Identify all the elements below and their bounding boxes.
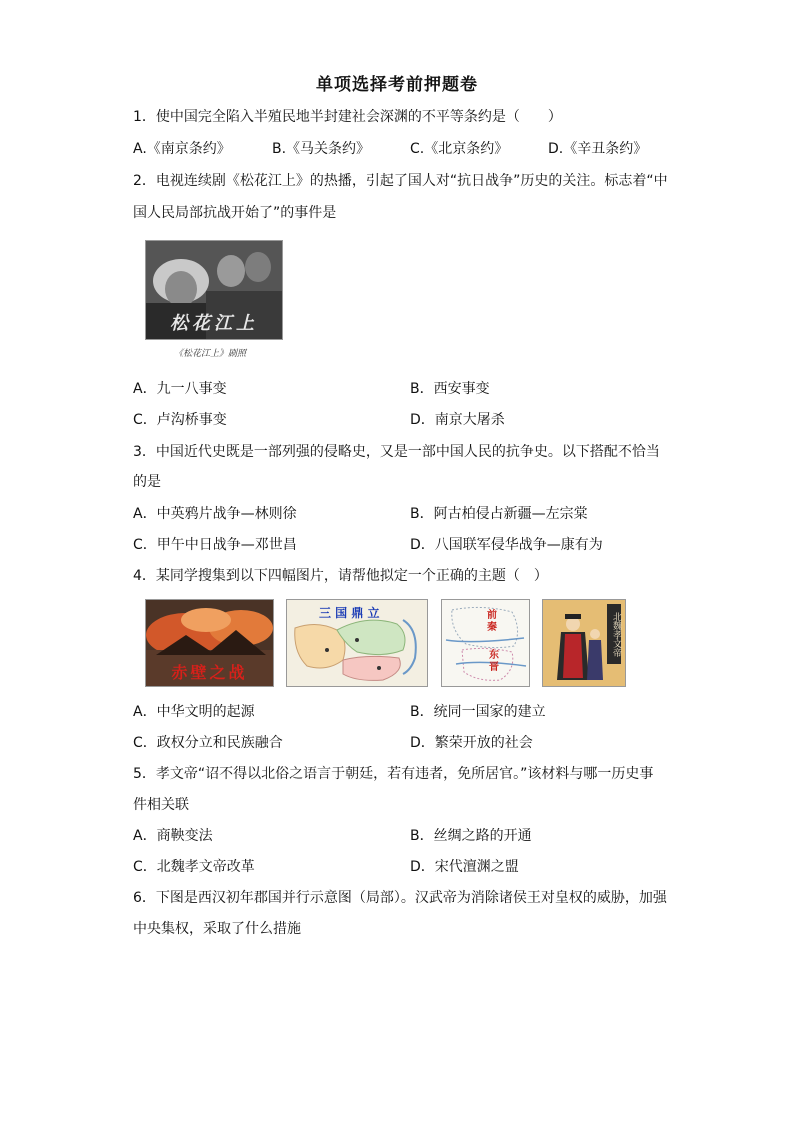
question-2-stem-line2: 国人民局部抗战开始了”的事件是 xyxy=(133,205,337,221)
q4-three-kingdoms-title: 三 国 鼎 立 xyxy=(319,606,380,620)
q3-option-b: B．阿古柏侵占新疆—左宗棠 xyxy=(410,506,588,522)
question-3-stem-line2: 的是 xyxy=(133,474,161,490)
q4-image-xiaowen-painting xyxy=(542,599,626,687)
q2-option-b: B．西安事变 xyxy=(410,381,490,397)
q4-map-label-qian: 前 xyxy=(487,610,497,621)
q4-option-a: A．中华文明的起源 xyxy=(133,704,255,720)
page-title: 单项选择考前押题卷 xyxy=(316,75,478,95)
q4-image-chibi-title: 赤壁之战 xyxy=(171,663,248,682)
q4-option-d: D．繁荣开放的社会 xyxy=(410,735,533,751)
q5-option-d: D．宋代澶渊之盟 xyxy=(410,859,519,875)
q4-map-label-dong: 东 xyxy=(489,650,499,661)
question-5-stem-line1: 5．孝文帝“诏不得以北俗之语言于朝廷，若有违者，免所居官。”该材料与哪一历史事 xyxy=(133,766,654,782)
q4-qin-jin-map-art xyxy=(442,600,529,686)
q4-option-c: C．政权分立和民族融合 xyxy=(133,735,283,751)
q2-option-d: D．南京大屠杀 xyxy=(410,412,505,428)
question-2-stem-line1: 2．电视连续剧《松花江上》的热播，引起了国人对“抗日战争”历史的关注。标志着“中 xyxy=(133,173,668,189)
q4-image-chibi xyxy=(145,599,274,687)
q2-photo-caption: 《松花江上》剧照 xyxy=(174,349,247,359)
question-4-stem: 4．某同学搜集到以下四幅图片，请帮他拟定一个正确的主题（ ） xyxy=(133,568,548,584)
q4-xiaowen-painting-label: 北魏孝文帝 xyxy=(607,604,621,664)
q2-option-a: A．九一八事变 xyxy=(133,381,227,397)
q2-drama-photo-title: 松花江上 xyxy=(170,313,258,334)
question-3-stem-line1: 3．中国近代史既是一部列强的侵略史，又是一部中国人民的抗争史。以下搭配不恰当 xyxy=(133,444,660,460)
q1-option-d: D.《辛丑条约》 xyxy=(548,141,648,157)
question-6-stem-line2: 中央集权，采取了什么措施 xyxy=(133,921,301,937)
q3-option-d: D．八国联军侵华战争—康有为 xyxy=(410,537,603,553)
question-1-stem: 1．使中国完全陷入半殖民地半封建社会深渊的不平等条约是（ ） xyxy=(133,109,562,125)
q2-option-c: C．卢沟桥事变 xyxy=(133,412,227,428)
q5-option-c: C．北魏孝文帝改革 xyxy=(133,859,255,875)
q3-option-c: C．甲午中日战争—邓世昌 xyxy=(133,537,297,553)
q4-image-three-kingdoms-map xyxy=(286,599,428,687)
q1-option-c: C.《北京条约》 xyxy=(410,141,509,157)
q5-option-a: A．商鞅变法 xyxy=(133,828,213,844)
q4-option-b: B．统同一国家的建立 xyxy=(410,704,546,720)
question-5-stem-line2: 件相关联 xyxy=(133,797,189,813)
q3-option-a: A．中英鸦片战争—林则徐 xyxy=(133,506,297,522)
q1-option-b: B.《马关条约》 xyxy=(272,141,371,157)
q4-image-qin-jin-map xyxy=(441,599,530,687)
question-6-stem-line1: 6．下图是西汉初年郡国并行示意图（局部）。汉武帝为消除诸侯王对皇权的威胁，加强 xyxy=(133,890,667,906)
q2-drama-photo xyxy=(145,240,283,340)
q5-option-b: B．丝绸之路的开通 xyxy=(410,828,532,844)
q4-map-label-qin: 秦 xyxy=(487,622,497,633)
q4-map-label-jin: 晋 xyxy=(489,662,499,673)
q1-option-a: A.《南京条约》 xyxy=(133,141,231,157)
